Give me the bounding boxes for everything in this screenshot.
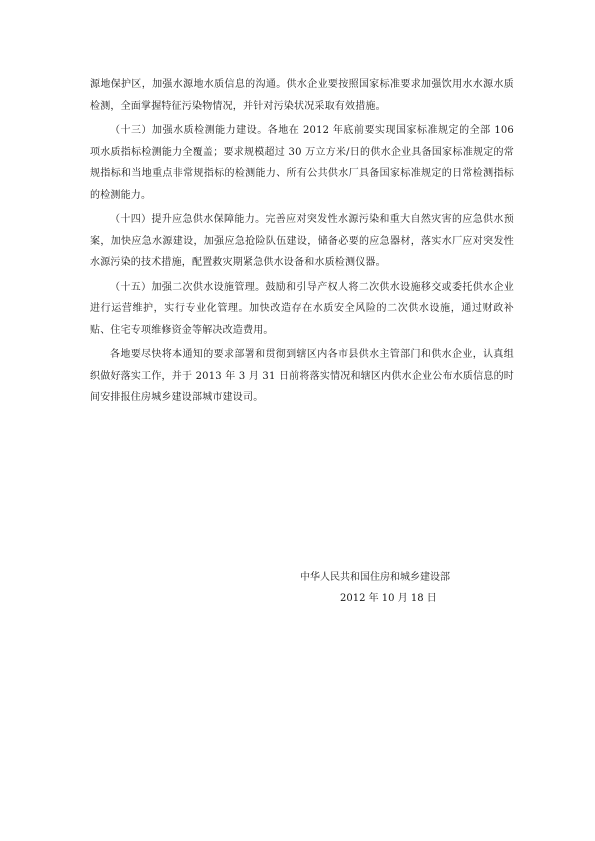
- paragraph-closing: 各地要尽快将本通知的要求部署和贯彻到辖区内各市县供水主管部门和供水企业，认真组织做好落实工作，并于 2013 年 3 月 31 日前将落实情况和辖区内供水企业公布水质信息的时间安排报住房城乡建设部城市建设司。: [90, 349, 514, 403]
- signature-block: [300, 567, 500, 609]
- paragraph-section-15: （十五）加强二次供水设施管理。鼓励和引导产权人将二次供水设施移交或委托供水企业进行运营维护，实行专业化管理。加快改造存在水质安全风险的二次供水设施，通过财政补贴、住宅专项维修资金等解决改造费用。: [90, 281, 514, 336]
- paragraph-section-13: （十三）加强水质检测能力建设。各地在 2012 年底前要实现国家标准规定的全部 106 项水质指标检测能力全覆盖；要求规模超过 30 万立方米/日的供水企业具备国家标准规定的常规指标和当地重点非常规指标的检测能力、所有公共供水厂具备国家标准规定的日常检测指标的检测能力。: [90, 125, 514, 201]
- signature-organization: 中华人民共和国住房和城乡建设部: [300, 572, 450, 583]
- document-body: [90, 74, 514, 412]
- paragraph-continuation: 源地保护区，加强水源地水质信息的沟通。供水企业要按照国家标准要求加强饮用水水源水质检测，全面掌握特征污染物情况，并针对污染状况采取有效措施。: [90, 79, 514, 112]
- paragraph-section-14: （十四）提升应急供水保障能力。完善应对突发性水源污染和重大自然灾害的应急供水预案，加快应急水源建设，加强应急抢险队伍建设，储备必要的应急器材，落实水厂应对突发性水源污染的技术措施，配置救灾期紧急供水设备和水质检测仪器。: [90, 214, 514, 268]
- signature-date: 2012 年 10 月 18 日: [340, 593, 437, 604]
